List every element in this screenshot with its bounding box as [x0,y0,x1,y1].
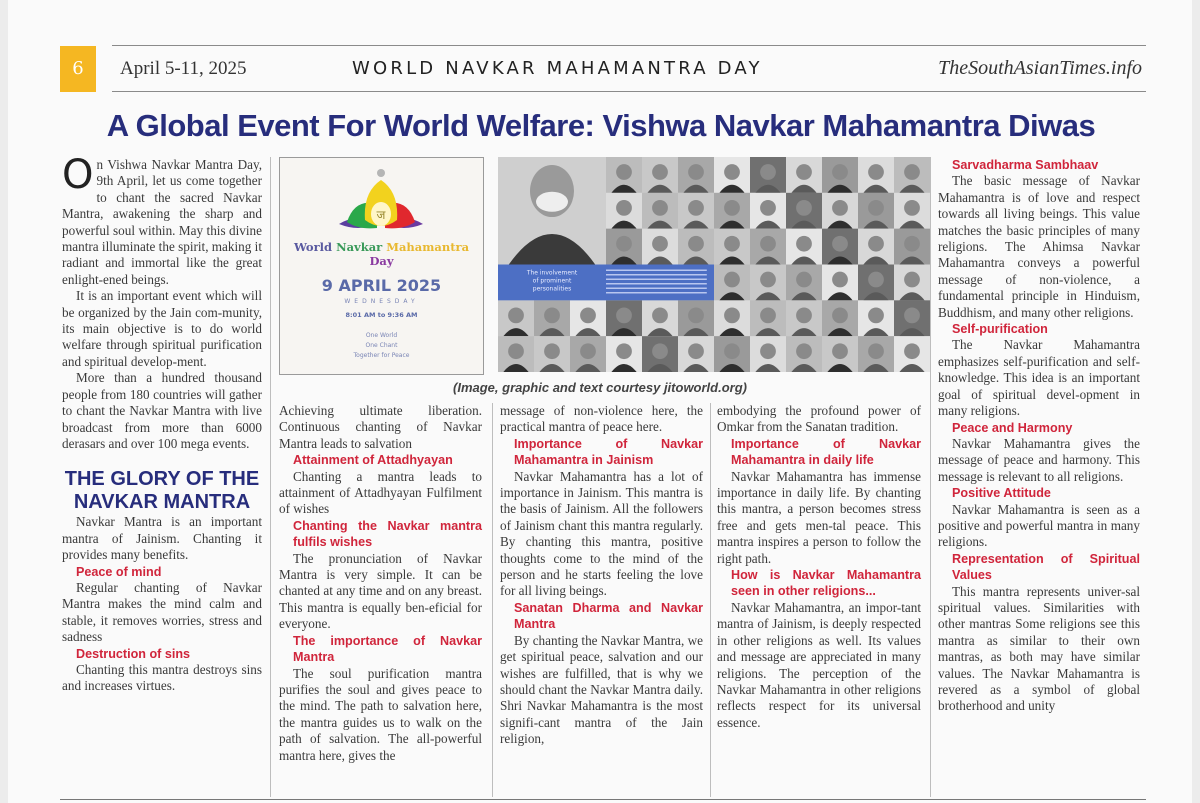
portrait-photo [750,229,786,265]
paragraph: Navkar Mahamantra is seen as a positive and powerful mantra in many religions. [938,501,1140,550]
portrait-photo [642,229,678,265]
paragraph: By chanting the Navkar Mantra, we get spiritual peace, salvation and our wishes are fulfilled, that is why we should chant the Navkar Mantra daily. Shri Navkar Mahamantra is the most signifi-cant mantra of the Jain religion, [500,632,703,747]
portrait-photo [858,229,894,265]
portrait-photo [750,300,786,336]
headline: A Global Event For World Welfare: Vishwa Navkar Mahamantra Diwas [106,108,1096,143]
subhead: Representation of Spiritual Values [952,551,1140,583]
portrait-photo [714,157,750,193]
image-caption: (Image, graphic and text courtesy jitoworld.org) [453,380,747,395]
portrait-photo [678,336,714,372]
column-5 [938,157,1140,715]
portrait-photo [714,336,750,372]
paragraph: Navkar Mahamantra gives the message of peace and harmony. This message is relevant to all religions. [938,435,1140,484]
subhead: Importance of Navkar Mahamantra in daily life [731,436,921,468]
portrait-photo [894,300,930,336]
portrait-photo [642,193,678,229]
portrait-photo [786,193,822,229]
portrait-photo [858,336,894,372]
portrait-photo [534,300,570,336]
banner-text: personalities [532,285,572,293]
subhead: Chanting the Navkar mantra fulfils wishes [293,518,482,550]
poster-title-word: Mahamantra [386,240,470,254]
portrait-photo [606,300,642,336]
section-title: WORLD NAVKAR MAHAMANTRA DAY [352,58,763,79]
column-divider [492,403,493,797]
masthead-bottom-rule [112,91,1146,92]
portrait-photo [858,193,894,229]
paragraph: Chanting a mantra leads to attainment of Attadhyayan Fulfilment of wishes [279,468,482,517]
portrait-photo [786,157,822,193]
portrait-photo [642,300,678,336]
poster-title [280,240,483,268]
page-number-badge: 6 [60,46,96,92]
portrait-photo [894,336,930,372]
portrait-photo [606,336,642,372]
paragraph: Navkar Mahamantra has a lot of importance in Jainism. This mantra is the basis of Jainism. All the followers of Jainism chant this mantra regularly. By chanting this mantra, positive thoughts come to the mind of the person and he starts feeling the love for all living beings. [500,468,703,599]
lotus-logo-icon [331,162,431,242]
paragraph: The basic message of Navkar Mahamantra is of love and respect towards all living beings. This value matches the basic principles of many religions. The Ahimsa Navkar Mahamantra conveys a powerful message of non-violence, a fundamental principle in Hinduism, Buddhism, and many other religions. [938,173,1140,320]
portrait-photo [678,229,714,265]
poster-title-word: World [293,240,333,254]
portrait-photo [642,336,678,372]
intro-paragraph [62,152,262,288]
issue-date: April 5-11, 2025 [120,58,247,79]
portrait-photo [714,265,750,301]
portrait-photo [606,193,642,229]
column-3 [500,403,703,748]
column-divider [270,157,271,797]
featured-portrait-photo [498,157,606,265]
portrait-photo [678,157,714,193]
banner-text: The involvement [526,269,578,277]
collage-grid [498,157,930,372]
poster-time: 8:01 AM to 9:36 AM [345,311,418,319]
subhead: Peace and Harmony [952,420,1073,435]
portrait-photo [786,265,822,301]
personalities-photo-collage [498,157,930,372]
column-2 [279,403,482,764]
subhead: Importance of Navkar Mahamantra in Jainism [514,436,703,468]
poster-tagline: One Chant [365,342,398,349]
subhead: Sanatan Dharma and Navkar Mantra [514,600,703,632]
poster-weekday: WEDNESDAY [344,298,419,305]
portrait-photo [606,157,642,193]
poster-title-word: Day [369,254,394,268]
subhead: Sarvadharma Sambhaav [952,158,1099,172]
paragraph: embodying the profound power of Omkar from the Sanatan tradition. [717,403,921,435]
paragraph: The pronunciation of Navkar Mantra is very simple. It can be chanted at any time and on any breast. This mantra is equally ben-eficial for everyone. [279,550,482,632]
section-heading-glory [62,468,262,514]
portrait-photo [822,157,858,193]
paragraph: Achieving ultimate liberation. Continuous chanting of Navkar Mantra leads to salvation [279,403,482,451]
subhead: The importance of Navkar Mantra [293,633,482,665]
subhead: Peace of mind [76,564,162,579]
column-4 [717,403,921,731]
portrait-photo [894,265,930,301]
portrait-photo [678,300,714,336]
svg-text:ज: ज [376,208,386,222]
portrait-photo [822,336,858,372]
paragraph: message of non-violence here, the practical mantra of peace here. [500,403,703,435]
paragraph: Chanting this mantra destroys sins and increases virtues. [62,661,262,694]
subhead: How is Navkar Mahamantra seen in other religions... [731,568,921,599]
portrait-photo [606,229,642,265]
subhead: Destruction of sins [76,646,191,661]
portrait-photo [822,300,858,336]
paragraph: It is an important event which will be organized by the Jain com-munity, its main objective is to do world welfare through spiritual purification and spiritual develop-ment. [62,288,262,369]
portrait-photo [786,336,822,372]
section-heading-line: THE GLORY OF THE [64,468,260,491]
portrait-photo [534,336,570,372]
paragraph: Regular chanting of Navkar Mantra makes the mind calm and stable, it removes worries, stress and sadness [62,579,262,645]
subhead: Self-purification [952,322,1048,337]
portrait-photo [714,193,750,229]
section-heading-line: NAVKAR MANTRA [73,491,251,514]
poster-title-word: Navkar [336,240,383,254]
portrait-photo [894,229,930,265]
collage-banner [498,265,714,301]
paragraph: This mantra represents univer-sal spiritual values. Similarities with other mantras Some religions see this mantra as similar to their own mantras, as both may have similar values. The Navkar Mahamantra is revered as a symbol of global brotherhood and unity [938,583,1140,714]
site-name: TheSouthAsianTimes.info [938,57,1142,79]
portrait-photo [786,229,822,265]
paragraph: Navkar Mahamantra, an impor-tant mantra of Jainism, is deeply respected in other religions as well. Its values and message are appreciated in many religions. The perception of the Navkar Mahamantra in other religions reflects respect for its universal essence. [717,599,921,730]
column-1 [62,152,262,695]
column-divider [710,403,711,797]
portrait-photo [714,229,750,265]
portrait-photo [822,265,858,301]
portrait-photo [498,336,534,372]
portrait-photo [570,300,606,336]
portrait-photo [858,265,894,301]
poster-tagline: Together for Peace [353,352,410,359]
portrait-photo [714,300,750,336]
column-divider [930,157,931,797]
paragraph: More than a hundred thousand people from 180 countries will gather to chant the Navkar Mantra with live broadcast from more than 6000 derasars and over 100 mega events. [62,370,262,451]
portrait-photo [678,193,714,229]
event-poster [279,157,484,375]
portrait-photo [570,336,606,372]
poster-date: 9 APRIL 2025 [321,276,442,295]
portrait-photo [858,157,894,193]
portrait-photo [822,229,858,265]
subhead: Attainment of Attadhyayan [293,453,453,468]
portrait-photo [894,193,930,229]
paragraph: Navkar Mantra is an important mantra of Jainism. Chanting it provides many benefits. [62,514,262,563]
portrait-photo [858,300,894,336]
portrait-photo [750,265,786,301]
portrait-photo [498,300,534,336]
paragraph: Navkar Mahamantra has immense importance in daily life. By chanting this mantra, a person becomes stress free and gets men-tal peace. This mantra inspires a person to follow the right path. [717,468,921,566]
portrait-photo [750,193,786,229]
banner-text: of prominent [532,277,572,285]
portrait-photo [750,157,786,193]
drop-cap: O [62,152,94,198]
portrait-photo [750,336,786,372]
portrait-photo [642,157,678,193]
intro-text: n Vishwa Navkar Mantra Day, 9th April, let us come together to chant the sacred Navkar Mantra, awakening the sharp and powerful soul within. May this divine mantra illuminate the spirit, making it radiant and immortal like the great enlight-ened beings. [62,157,262,287]
portrait-photo [786,300,822,336]
portrait-photo [894,157,930,193]
poster-tagline: One World [365,332,398,339]
paragraph: The soul purification mantra purifies the soul and gives peace to the mind. The path to salvation here, the mantra guides us to walk on the path of salvation. The all-powerful mantra here, gives the [279,665,482,763]
portrait-photo [822,193,858,229]
bottom-rule [60,799,1146,800]
subhead: Positive Attitude [952,486,1051,501]
masthead-top-rule [112,45,1146,46]
paragraph: The Navkar Mahamantra emphasizes self-purification and self-knowledge. This idea is an important goal of spiritual devel-opment in many religions. [938,337,1140,419]
